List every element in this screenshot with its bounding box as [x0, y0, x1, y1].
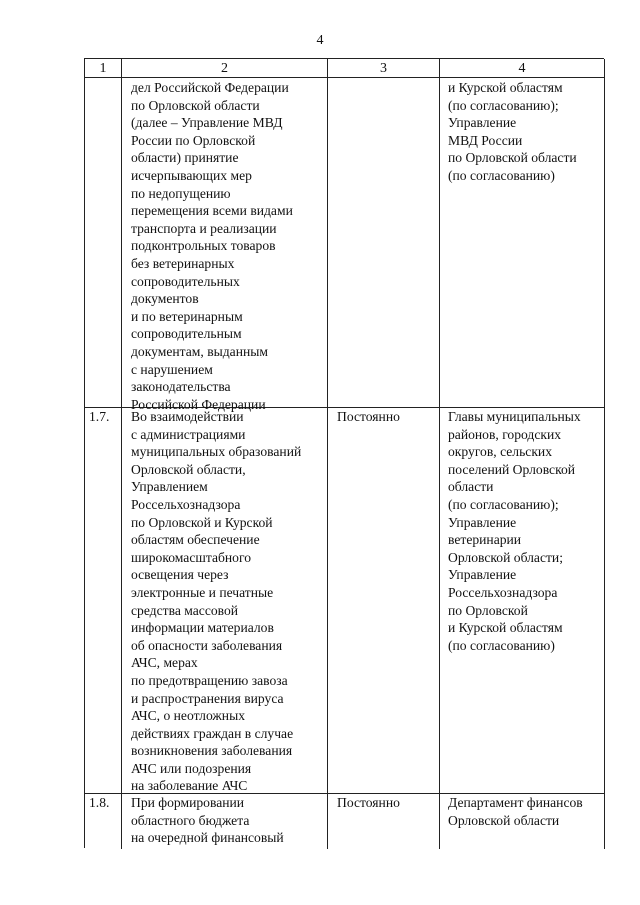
- measure-text: При формировании областного бюджета на очередной финансовый: [131, 795, 284, 846]
- page-number: 4: [316, 33, 324, 48]
- header-col-3: 3: [380, 61, 387, 76]
- column-divider: [327, 59, 328, 849]
- header-col-2: 2: [221, 61, 228, 76]
- column-divider: [439, 59, 440, 849]
- plan-table: [84, 58, 604, 848]
- measure-text: Во взаимодействии с администрациями муниципальных образований Орловской области, Управлением Россельхознадзора по Орловской и Курской областям обеспечение широкомасштабного освещения через электронные и печатные средства массовой информации материалов об опасности заболевания АЧС, мерах по предотвращению завоза и распространения вируса АЧС, о неотложных действиях граждан в случае возникновения заболевания АЧС или подозрения на заболевание АЧС: [131, 409, 302, 794]
- column-divider: [121, 59, 122, 849]
- measure-text: дел Российской Федерации по Орловской области (далее – Управление МВД России по Орловской области) принятие исчерпывающих мер по недопущению перемещения всеми видами транспорта и реализации подконтрольных товаров без ветеринарных сопроводительных документов и по ветеринарным сопроводительным документам, выданным с нарушением законодательства Российской Федерации: [131, 80, 293, 412]
- row-divider: [85, 77, 605, 78]
- responsible-text: Департамент финансов Орловской области: [448, 795, 583, 828]
- responsible-text: Главы муниципальных районов, городских округов, сельских поселений Орловской области (по согласованию); Управление ветеринарии Орловской области; Управление Россельхознадзора по Орловской и Курской областям (по согласованию): [448, 409, 581, 653]
- header-col-1: 1: [99, 61, 107, 76]
- header-col-4: 4: [518, 61, 526, 76]
- column-divider: [604, 59, 605, 849]
- row-number: 1.8.: [89, 795, 110, 810]
- term-text: Постоянно: [337, 795, 400, 810]
- row-number: 1.7.: [89, 409, 110, 424]
- responsible-text: и Курской областям (по согласованию); Управление МВД России по Орловской области (по согласованию): [448, 80, 577, 183]
- term-text: Постоянно: [337, 409, 400, 424]
